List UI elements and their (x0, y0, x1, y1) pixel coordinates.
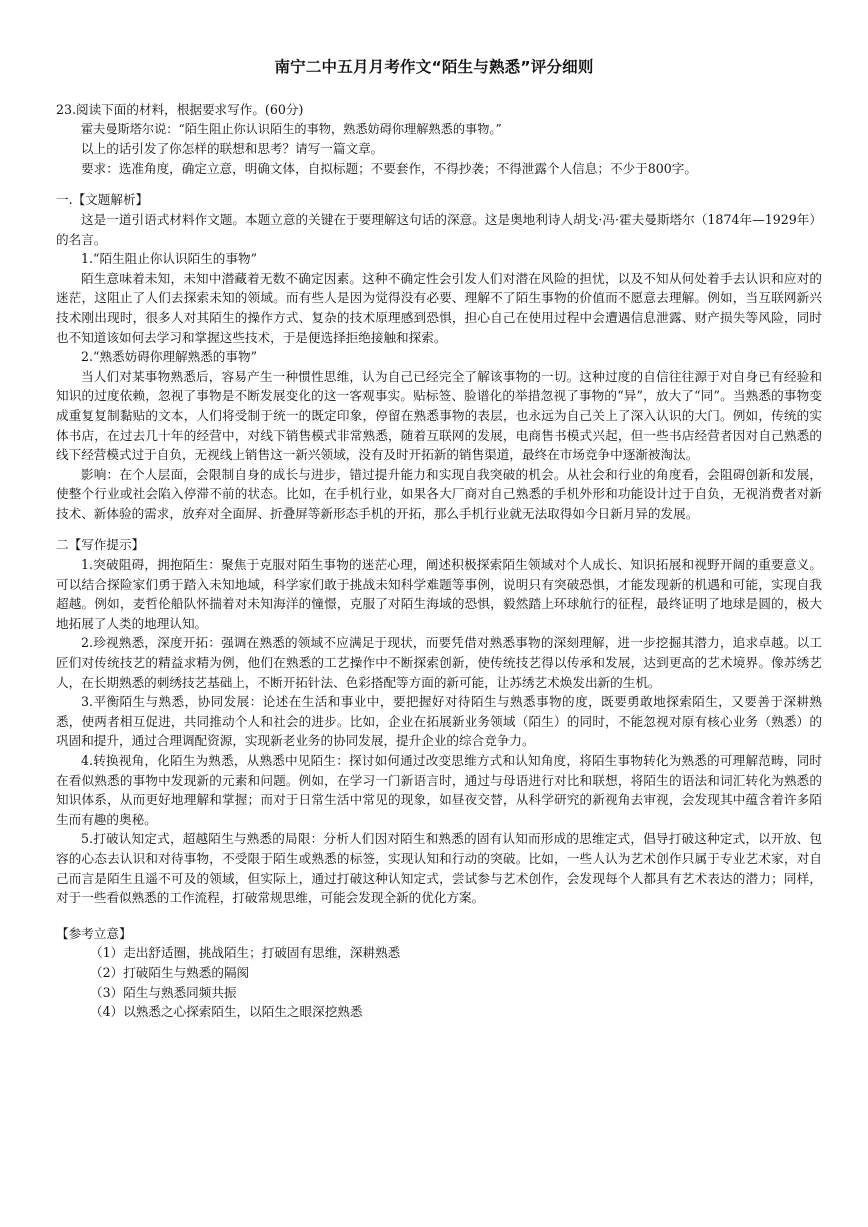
reference-heading: 【参考立意】 (56, 925, 132, 941)
tip-item: 1.突破阻碍，拥抱陌生：聚焦于克服对陌生事物的迷茫心理，阐述积极探索陌生领域对个人成长、知识拓展和视野开阔的重要意义。可以结合探险家们勇于踏入未知地域，科学家们敢于挑战未知科学难题等事例，说明只有突破恐惧，才能发现新的机遇和可能，实现自我超越。例如，麦哲伦船队怀揣着对未知海洋的憧憬，克服了对陌生海域的恐惧，毅然踏上环球航行的征程，最终证明了地球是圆的，极大地拓展了人类的地理认知。 (56, 557, 822, 631)
reference-item: （1）走出舒适圈，挑战陌生；打破固有思维，深耕熟悉 (90, 945, 401, 961)
analysis-part2-body: 当人们对某事物熟悉后，容易产生一种惯性思维，认为自己已经完全了解该事物的一切。这种过度的自信往往源于对自身已有经验和知识的过度依赖，忽视了事物是不断发展变化的这一客观事实。贴标签、脸谱化的举措忽视了事物的“异”，放大了“同”。当熟悉的事物变成重复复制黏贴的文本，人们将受制于统一的既定印象，停留在熟悉事物的表层，也永远为自己关上了深入认识的大门。例如，传统的实体书店，在过去几十年的经营中，对线下销售模式非常熟悉，随着互联网的发展，电商售书模式兴起，但一些书店经营者因对自己熟悉的线下经营模式过于自负，无视线上销售这一新兴领域，没有及时开拓新的销售渠道，最终在市场竞争中逐渐被淘汰。 (56, 368, 822, 463)
question-prompt: 以上的话引发了你怎样的联想和思考？请写一篇文章。 (81, 141, 384, 157)
document-body (56, 100, 822, 1022)
analysis-part1-title: 1.“陌生阻止你认识陌生的事物” (81, 251, 258, 267)
document-title: 南宁二中五月月考作文“陌生与熟悉”评分细则 (274, 58, 594, 76)
reference-item: （4）以熟悉之心探索陌生，以陌生之眼深挖熟悉 (90, 1004, 363, 1020)
analysis-part2-title: 2.“熟悉妨碍你理解熟悉的事物” (81, 349, 258, 365)
tip-item: 2.珍视熟悉，深度开拓：强调在熟悉的领域不应满足于现状，而要凭借对熟悉事物的深刻理解，进一步挖掘其潜力，追求卓越。以工匠们对传统技艺的精益求精为例，他们在熟悉的工艺操作中不断探索创新，使传统技艺得以传承和发展，达到更高的艺术境界。像苏绣艺人，在长期熟悉的刺绣技艺基础上，不断开拓针法、色彩搭配等方面的新可能，让苏绣艺术焕发出新的生机。 (56, 635, 822, 690)
analysis-intro: 这是一道引语式材料作文题。本题立意的关键在于要理解这句话的深意。这是奥地利诗人胡戈·冯·霍夫曼斯塔尔（1874年—1929年）的名言。 (56, 211, 822, 247)
tips-heading: 二【写作提示】 (56, 537, 145, 553)
reference-item: （2）打破陌生与熟悉的隔阂 (90, 964, 250, 980)
tip-item: 3.平衡陌生与熟悉，协同发展：论述在生活和事业中，要把握好对待陌生与熟悉事物的度，既要勇敢地探索陌生，又要善于深耕熟悉，使两者相互促进，共同推动个人和社会的进步。比如，企业在拓展新业务领域（陌生）的同时，不能忽视对原有核心业务（熟悉）的巩固和提升，通过合理调配资源，实现新老业务的协同发展，提升企业的综合竞争力。 (56, 694, 822, 749)
question-quote: 霍夫曼斯塔尔说：“陌生阻止你认识陌生的事物，熟悉妨碍你理解熟悉的事物。” (81, 121, 502, 136)
tip-item: 4.转换视角，化陌生为熟悉，从熟悉中见陌生：探讨如何通过改变思维方式和认知角度，将陌生事物转化为熟悉的可理解范畴，同时在看似熟悉的事物中发现新的元素和问题。例如，在学习一门新语言时，通过与母语进行对比和联想，将陌生的语法和词汇转化为熟悉的知识体系，从而更好地理解和掌握；而对于日常生活中常见的现象，如昼夜交替，从科学研究的新视角去审视，会发现其中蕴含着许多陌生而有趣的奥秘。 (56, 753, 822, 827)
question-requirements: 要求：选准角度，确定立意，明确文体，自拟标题；不要套作，不得抄袭；不得泄露个人信息；不少于800字。 (81, 160, 697, 176)
reference-item: （3）陌生与熟悉同频共振 (90, 984, 237, 1000)
analysis-impact: 影响：在个人层面，会限制自身的成长与进步，错过提升能力和实现自我突破的机会。从社会和行业的角度看，会阻碍创新和发展，使整个行业或社会陷入停滞不前的状态。比如，在手机行业，如果各大厂商对自己熟悉的手机外形和功能设计过于自负，无视消费者对新技术、新体验的需求，放弃对全面屏、折叠屏等新形态手机的开拓，那么手机行业就无法取得如今日新月异的发展。 (56, 466, 822, 521)
question-header: 23.阅读下面的材料，根据要求写作。(60分) (56, 102, 304, 117)
analysis-heading: 一.【文题解析】 (56, 192, 149, 208)
tip-item: 5.打破认知定式，超越陌生与熟悉的局限：分析人们因对陌生和熟悉的固有认知而形成的思维定式，倡导打破这种定式，以开放、包容的心态去认识和对待事物，不受限于陌生或熟悉的标签，实现认知和行动的突破。比如，一些人认为艺术创作只属于专业艺术家，对自己而言是陌生且遥不可及的领域，但实际上，通过打破这种认知定式，尝试参与艺术创作，会发现每个人都具有艺术表达的潜力；同样，对于一些看似熟悉的工作流程，打破常规思维，可能会发现全新的优化方案。 (56, 831, 822, 906)
analysis-part1-body: 陌生意味着未知，未知中潜藏着无数不确定因素。这种不确定性会引发人们对潜在风险的担忧，以及不知从何处着手去认识和应对的迷茫，这阻止了人们去探索未知的领域。而有些人是因为觉得没有必要、理解不了陌生事物的价值而不愿意去理解。例如，当互联网新兴技术刚出现时，很多人对其陌生的操作方式、复杂的技术原理感到恐惧，担心自己在使用过程中会遭遇信息泄露、财产损失等风险，同时也不知道该如何去学习和掌握这些技术，于是便选择拒绝接触和探索。 (56, 270, 822, 345)
